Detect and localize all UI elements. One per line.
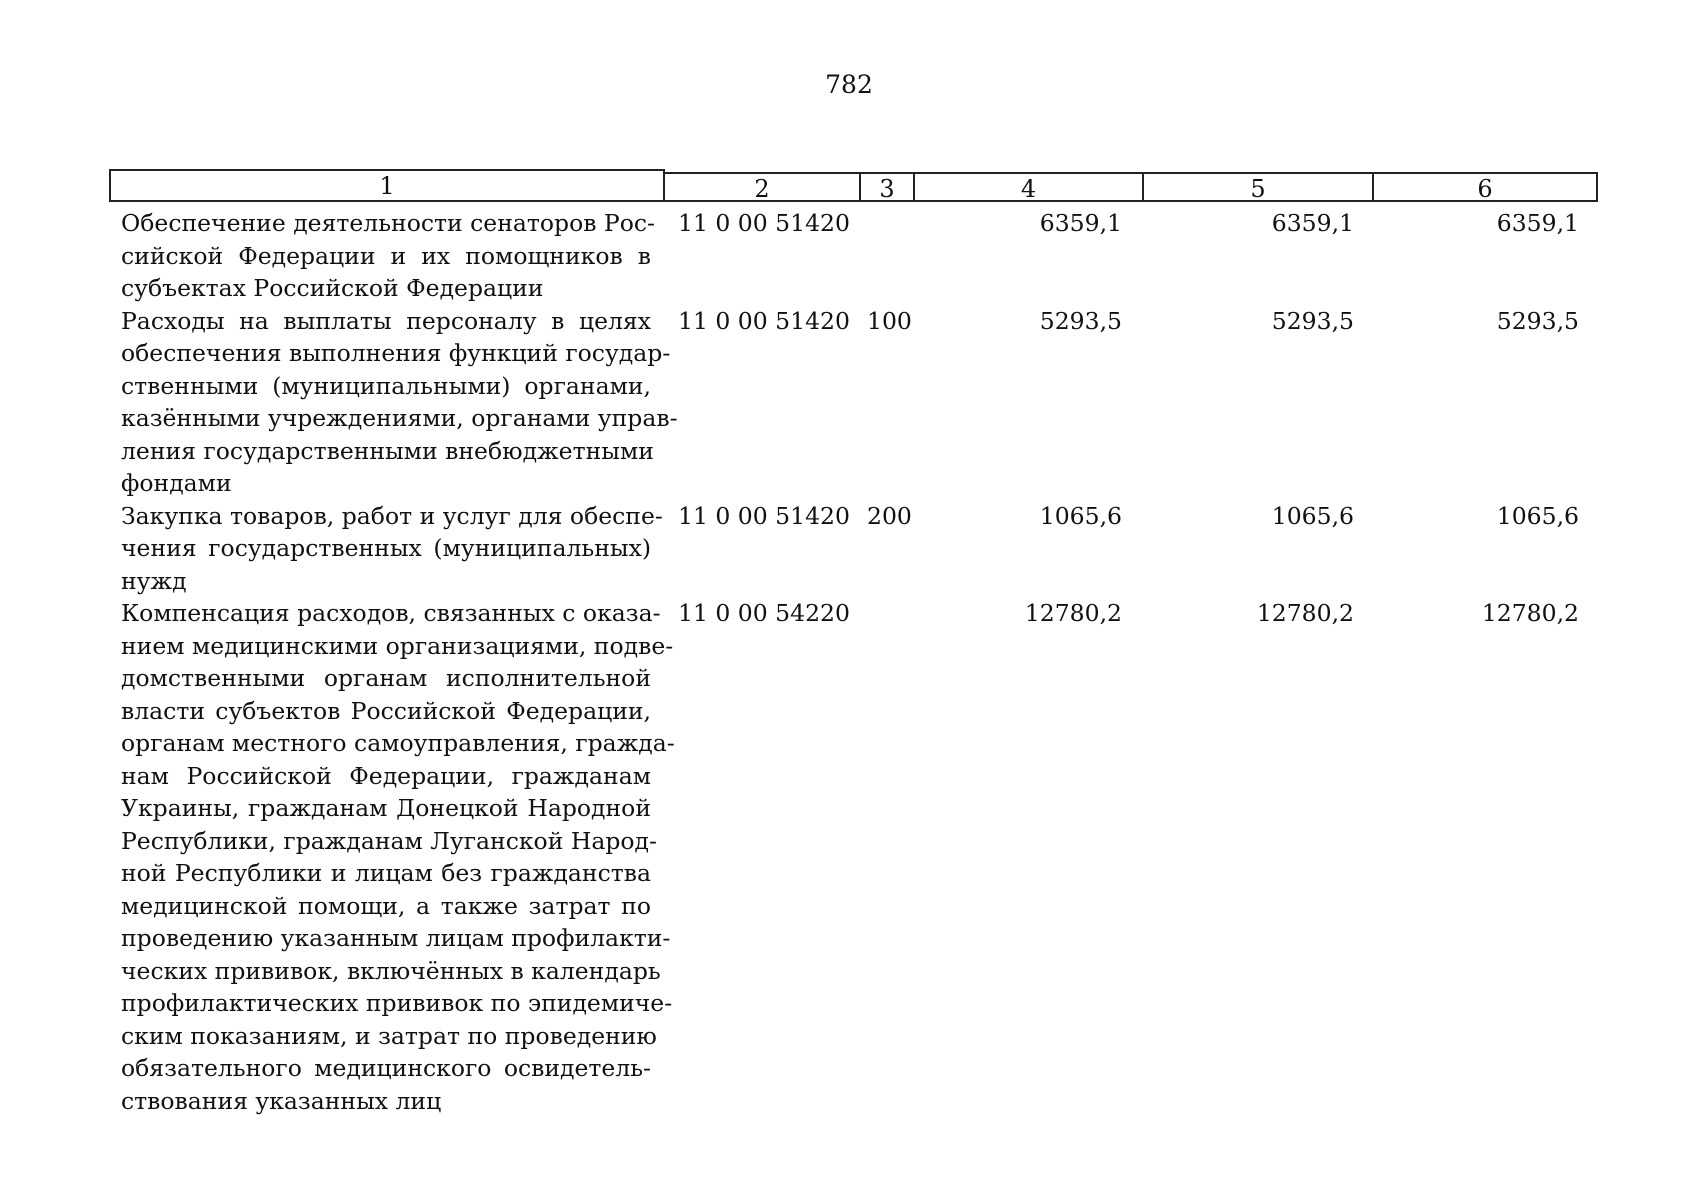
table-header-row xyxy=(109,172,1598,206)
description-line: ной Республики и лицам без гражданства xyxy=(121,859,651,887)
row-value-col5: 6359,1 xyxy=(1271,209,1354,237)
description-line: обязательного медицинского освидетель- xyxy=(121,1054,651,1082)
table-row xyxy=(121,597,1579,1117)
description-line: казёнными учреждениями, органами управ- xyxy=(121,404,678,432)
row-description xyxy=(121,207,655,305)
table-row xyxy=(121,305,1579,500)
description-line: Украины, гражданам Донецкой Народной xyxy=(121,794,651,822)
table-row xyxy=(121,207,1579,305)
row-expense-type: 200 xyxy=(867,501,912,530)
column-header-6: 6 xyxy=(1372,172,1598,202)
description-line: обеспечения выполнения функций государ- xyxy=(121,339,671,367)
description-line: сийской Федерации и их помощников в xyxy=(121,241,651,270)
description-line: Закупка товаров, работ и услуг для обеспе- xyxy=(121,501,663,530)
description-line: чения государственных (муниципальных) xyxy=(121,534,651,562)
row-value-col6: 12780,2 xyxy=(1481,599,1579,627)
page-number: 782 xyxy=(825,70,873,99)
column-header-5: 5 xyxy=(1142,172,1374,202)
description-line: ствования указанных лиц xyxy=(121,1086,442,1115)
row-description xyxy=(121,500,663,598)
description-line: нужд xyxy=(121,566,187,595)
row-value-col5: 1065,6 xyxy=(1271,501,1354,530)
row-value-col6: 5293,5 xyxy=(1496,306,1579,335)
description-line: субъектах Российской Федерации xyxy=(121,274,544,302)
description-line: органам местного самоуправления, гражда- xyxy=(121,729,675,757)
description-line: фондами xyxy=(121,469,232,497)
column-header-1: 1 xyxy=(109,169,665,202)
row-description xyxy=(121,597,675,1117)
description-line: ственными (муниципальными) органами, xyxy=(121,371,651,400)
row-value-col6: 6359,1 xyxy=(1496,209,1579,237)
row-value-col5: 12780,2 xyxy=(1256,599,1354,627)
description-line: Расходы на выплаты персоналу в целях xyxy=(121,306,651,335)
row-value-col4: 1065,6 xyxy=(1039,501,1122,530)
description-line: ления государственными внебюджетными xyxy=(121,436,654,465)
description-line: профилактических прививок по эпидемиче- xyxy=(121,989,673,1017)
description-line: Компенсация расходов, связанных с оказа- xyxy=(121,599,661,627)
row-value-col5: 5293,5 xyxy=(1271,306,1354,335)
row-value-col4: 6359,1 xyxy=(1039,209,1122,237)
row-value-col6: 1065,6 xyxy=(1496,501,1579,530)
row-code: 11 0 00 51420 xyxy=(678,501,850,530)
row-code: 11 0 00 51420 xyxy=(678,306,850,335)
row-code: 11 0 00 51420 xyxy=(678,209,850,237)
row-expense-type: 100 xyxy=(867,306,912,335)
column-header-2: 2 xyxy=(663,172,861,202)
table-body xyxy=(121,207,1579,1117)
description-line: проведению указанным лицам профилакти- xyxy=(121,924,671,952)
description-line: Республики, гражданам Луганской Народ- xyxy=(121,826,657,855)
column-header-4: 4 xyxy=(913,172,1144,202)
row-code: 11 0 00 54220 xyxy=(678,599,850,627)
row-value-col4: 5293,5 xyxy=(1039,306,1122,335)
description-line: медицинской помощи, а также затрат по xyxy=(121,891,651,920)
table-row xyxy=(121,500,1579,598)
description-line: нам Российской Федерации, гражданам xyxy=(121,761,651,790)
description-line: власти субъектов Российской Федерации, xyxy=(121,696,651,725)
row-description xyxy=(121,305,678,500)
description-line: нием медицинскими организациями, подве- xyxy=(121,631,674,660)
row-value-col4: 12780,2 xyxy=(1024,599,1122,627)
description-line: домственными органам исполнительной xyxy=(121,664,651,692)
description-line: ским показаниям, и затрат по проведению xyxy=(121,1021,657,1050)
description-line: Обеспечение деятельности сенаторов Рос- xyxy=(121,209,655,237)
description-line: ческих прививок, включённых в календарь xyxy=(121,956,661,985)
column-header-3: 3 xyxy=(859,172,915,202)
